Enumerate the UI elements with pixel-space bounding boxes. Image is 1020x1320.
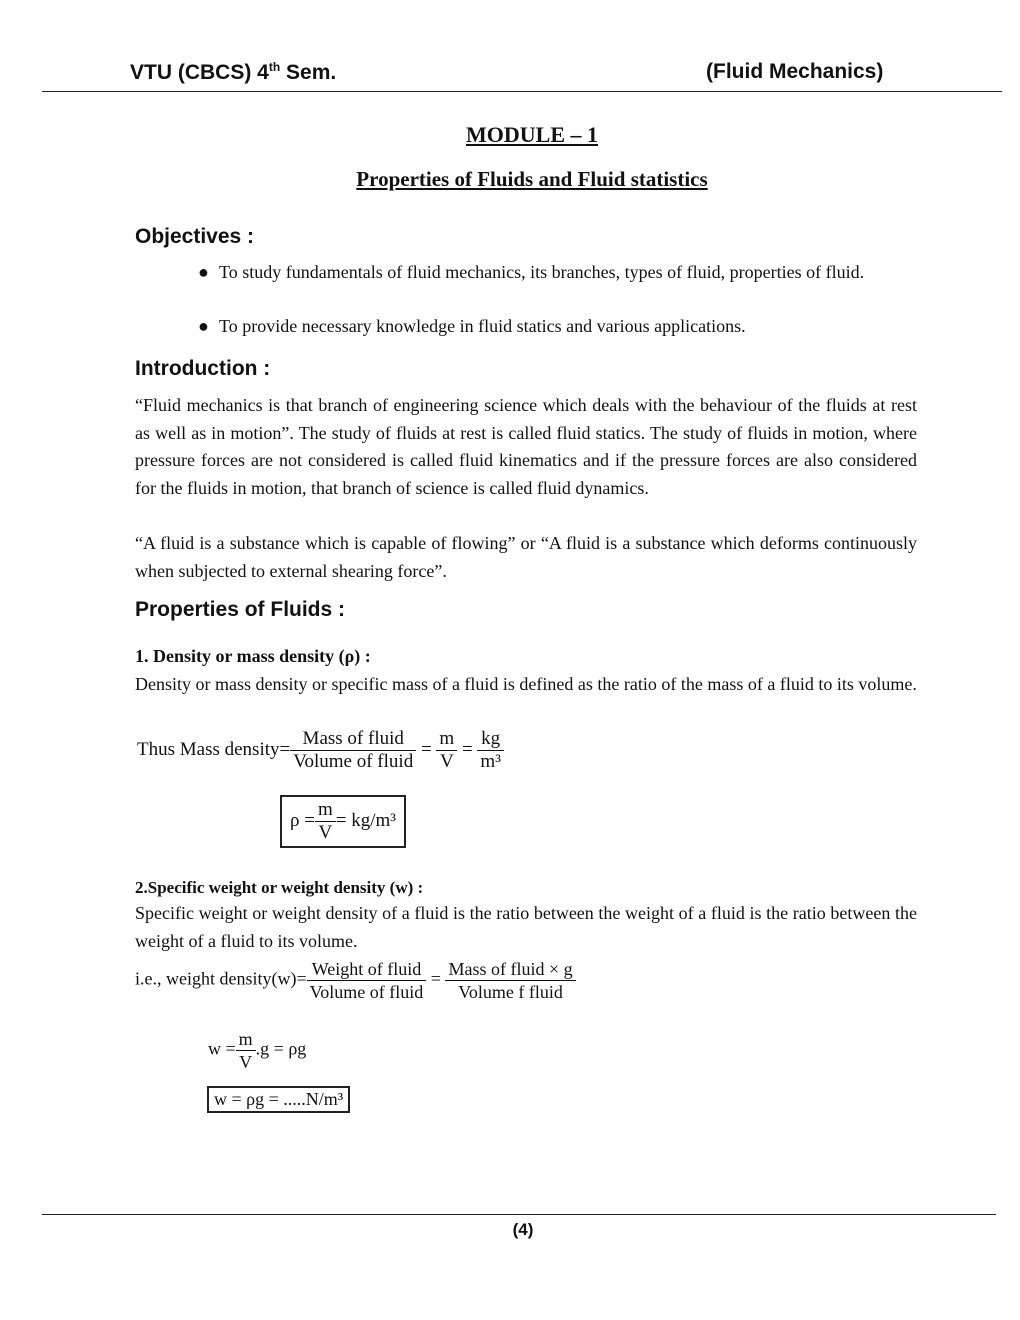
density-definition: Density or mass density or specific mass of a fluid is defined as the ratio of the mass of a fluid to its volume.: [135, 674, 917, 694]
density-equation: Thus Mass density= $\frac{\text{Mass of fluid}}{\text{Volume of fluid}}$ = $\frac{m}{V}$ = $\frac{kg}{\text{m³}}$: [137, 728, 504, 773]
denominator: Volume of fluid: [309, 982, 424, 1002]
module-title: MODULE – 1: [466, 122, 598, 147]
objective-item: [198, 259, 919, 287]
numerator: kg: [477, 728, 503, 751]
box-rho: ρ =: [290, 809, 315, 831]
header-right: (Fluid Mechanics): [706, 60, 884, 83]
fraction: [315, 799, 336, 844]
header-sem: Sem.: [280, 61, 337, 84]
header-rule: [42, 91, 1002, 92]
bullet-icon: ●: [198, 316, 209, 336]
intro-paragraph: “Fluid mechanics is that branch of engineering science which deals with the behaviour of the fluids at rest as well as in motion”. The study of fluids at rest is called fluid statics. The study of fluids in motion, where pressure forces are not considered is called fluid kinematics and if the pressure forces are also considered for the fluids in motion, that branch of science is called fluid dynamics.: [135, 395, 917, 498]
fraction: [307, 958, 427, 1003]
fraction: [477, 728, 503, 773]
footer-rule: [42, 1214, 996, 1215]
specific-weight-heading: 2.Specific weight or weight density (w) :: [135, 878, 424, 897]
denominator: Volume f fluid: [458, 982, 563, 1002]
eq-label: i.e., weight density(w): [135, 968, 297, 989]
fraction: [290, 728, 416, 773]
eq-label: Thus Mass density: [137, 738, 280, 760]
objectives-heading: Objectives :: [135, 225, 255, 248]
bullet-icon: ●: [198, 262, 209, 282]
eq2-tail: .g = ρg: [255, 1038, 307, 1059]
denominator: V: [439, 751, 454, 772]
numerator: m: [236, 1028, 256, 1051]
specific-weight-definition: Specific weight or weight density of a fluid is the ratio between the weight of a fluid is the ratio between the weight of a fluid to its volume.: [135, 903, 917, 951]
weight-derivation: [208, 1028, 306, 1073]
properties-heading: Properties of Fluids :: [135, 598, 346, 621]
numerator: m: [315, 799, 336, 822]
denominator: V: [318, 822, 333, 843]
box-unit: = kg/m³: [335, 809, 396, 831]
page-subtitle: Properties of Fluids and Fluid statistics: [356, 167, 708, 191]
fraction: [436, 728, 457, 773]
fraction: [236, 1028, 256, 1073]
eq2-w: w =: [208, 1038, 236, 1059]
numerator: Mass of fluid × g: [445, 958, 575, 981]
objective-item: [198, 313, 919, 341]
denominator: m³: [480, 751, 501, 772]
specific-weight-equation: i.e., weight density(w)= $\frac{\text{Weight of fluid}}{\text{Volume of fluid}}$ = $\frac{\text{Mass of fluid × g}}{\text{Volume f fluid}}$: [135, 958, 576, 1003]
density-formula-box: [280, 795, 406, 848]
numerator: Weight of fluid: [307, 958, 427, 981]
fluid-definition: “A fluid is a substance which is capable of flowing” or “A fluid is a substance which deforms continuously when subjected to external shearing force”.: [135, 533, 917, 581]
header-left: [130, 60, 336, 85]
page-number: (4): [512, 1220, 534, 1239]
density-heading: 1. Density or mass density (ρ) :: [135, 646, 371, 666]
weight-formula-box: w = ρg = .....N/m³: [207, 1086, 350, 1113]
objective-text: To provide necessary knowledge in fluid statics and various applications.: [219, 316, 746, 336]
objective-text: To study fundamentals of fluid mechanics, its branches, types of fluid, properties of fluid.: [219, 262, 865, 282]
fraction: [445, 958, 575, 1003]
header-sup: th: [268, 60, 281, 74]
denominator: V: [239, 1052, 253, 1072]
introduction-heading: Introduction :: [135, 357, 271, 380]
denominator: Volume of fluid: [293, 751, 414, 772]
numerator: m: [436, 728, 457, 751]
header-course: VTU (CBCS) 4: [130, 61, 269, 84]
numerator: Mass of fluid: [290, 728, 416, 751]
